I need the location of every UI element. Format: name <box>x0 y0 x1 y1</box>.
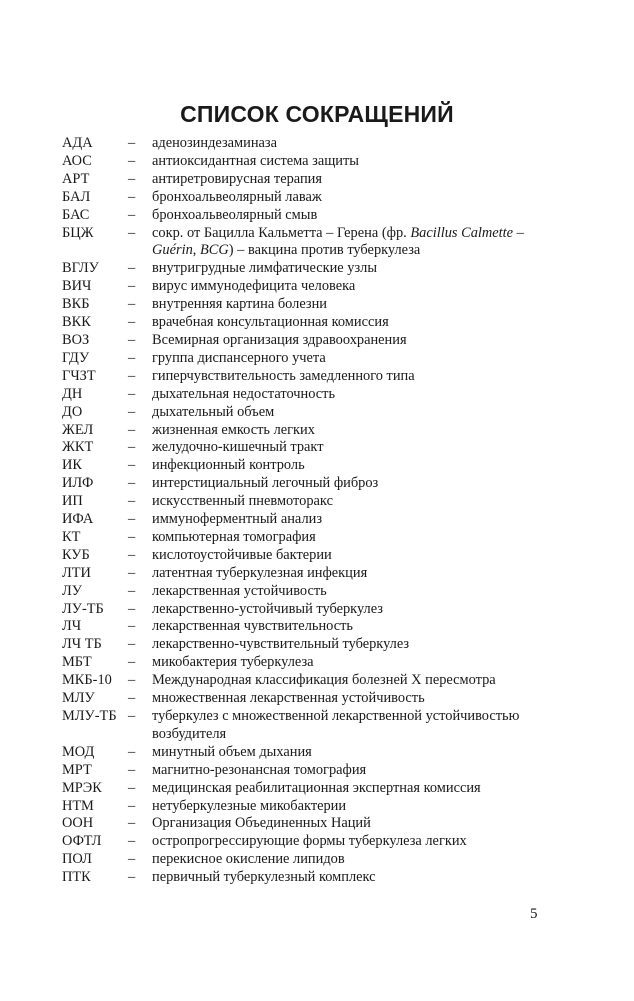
list-item <box>62 744 542 762</box>
dash-separator: – <box>128 600 136 617</box>
abbreviation-term: ЛЧ ТБ <box>62 636 102 653</box>
abbreviation-definition: лекарственная устойчивость <box>152 582 327 599</box>
abbreviation-definition: антиоксидантная система защиты <box>152 152 359 169</box>
list-item <box>62 207 542 225</box>
abbreviation-term: ВГЛУ <box>62 260 99 277</box>
abbreviation-term: НТМ <box>62 797 94 814</box>
abbreviation-term: МРЭК <box>62 779 102 796</box>
list-item <box>62 798 542 816</box>
list-item <box>62 529 542 547</box>
abbreviation-definition: перекисное окисление липидов <box>152 851 345 868</box>
dash-separator: – <box>128 349 136 366</box>
abbreviation-term: ДН <box>62 385 83 402</box>
abbreviation-term: ВКК <box>62 314 91 331</box>
abbreviation-term: АРТ <box>62 170 90 187</box>
abbreviation-term: МКБ-10 <box>62 672 112 689</box>
abbreviation-definition: иммуноферментный анализ <box>152 511 323 528</box>
abbreviation-definition: внутригрудные лимфатические узлы <box>152 260 378 277</box>
list-item <box>62 225 542 261</box>
abbreviation-definition: латентная туберкулезная инфекция <box>152 564 368 581</box>
list-item <box>62 314 542 332</box>
dash-separator: – <box>128 636 136 653</box>
definition-fragment: BCG <box>199 242 229 259</box>
list-item <box>62 368 542 386</box>
abbreviation-list <box>62 135 542 887</box>
abbreviation-term: ГДУ <box>62 349 90 366</box>
list-item <box>62 493 542 511</box>
abbreviation-definition: кислотоустойчивые бактерии <box>152 546 332 563</box>
abbreviation-term: ЛУ <box>62 582 82 599</box>
dash-separator: – <box>128 188 136 205</box>
abbreviation-definition: Международная классификация болезней X пересмотра <box>152 672 496 689</box>
dash-separator: – <box>128 564 136 581</box>
dash-separator: – <box>128 815 136 832</box>
dash-separator: – <box>128 761 136 778</box>
list-item <box>62 672 542 690</box>
list-item <box>62 135 542 153</box>
abbreviation-term: ВИЧ <box>62 278 92 295</box>
abbreviation-term: ПТК <box>62 869 91 886</box>
abbreviation-definition: антиретровирусная терапия <box>152 170 322 187</box>
abbreviation-term: КТ <box>62 528 81 545</box>
list-item <box>62 260 542 278</box>
abbreviation-definition: медицинская реабилитационная экспертная комиссия <box>152 779 481 796</box>
dash-separator: – <box>128 296 136 313</box>
list-item <box>62 636 542 654</box>
abbreviation-definition: минутный объем дыхания <box>152 743 312 760</box>
list-item <box>62 189 542 207</box>
abbreviation-definition: врачебная консультационная комиссия <box>152 314 389 331</box>
abbreviation-definition: компьютерная томография <box>152 528 316 545</box>
abbreviation-term: МРТ <box>62 761 92 778</box>
abbreviation-term: ЛЧ <box>62 618 82 635</box>
list-item <box>62 815 542 833</box>
abbreviation-definition: дыхательный объем <box>152 403 275 420</box>
dash-separator: – <box>128 475 136 492</box>
abbreviation-definition: магнитно-резонансная томография <box>152 761 367 778</box>
dash-separator: – <box>128 367 136 384</box>
dash-separator: – <box>128 851 136 868</box>
list-item <box>62 690 542 708</box>
dash-separator: – <box>128 654 136 671</box>
abbreviation-term: ЖКТ <box>62 439 94 456</box>
list-item <box>62 278 542 296</box>
list-item <box>62 762 542 780</box>
dash-separator: – <box>128 224 136 241</box>
abbreviation-definition: Организация Объединенных Наций <box>152 815 371 832</box>
dash-separator: – <box>128 206 136 223</box>
abbreviation-definition: микобактерия туберкулеза <box>152 654 314 671</box>
abbreviation-term: БЦЖ <box>62 224 94 241</box>
list-item <box>62 833 542 851</box>
dash-separator: – <box>128 314 136 331</box>
abbreviation-term: ПОЛ <box>62 851 92 868</box>
page-title: СПИСОК СОКРАЩЕНИЙ <box>180 101 454 128</box>
dash-separator: – <box>128 457 136 474</box>
definition-fragment: Bacillus Calmette – Guérin <box>152 224 524 259</box>
dash-separator: – <box>128 260 136 277</box>
definition-fragment: сокр. от Бацилла Кальметта – Герена (фр. <box>152 224 411 241</box>
abbreviation-term: ООН <box>62 815 94 832</box>
dash-separator: – <box>128 869 136 886</box>
abbreviation-definition: остропрогрессирующие формы туберкулеза легких <box>152 833 467 850</box>
abbreviation-term: ГЧЗТ <box>62 367 96 384</box>
abbreviation-definition: дыхательная недостаточность <box>152 385 336 402</box>
list-item <box>62 475 542 493</box>
abbreviation-definition: лекарственно-устойчивый туберкулез <box>152 600 383 617</box>
abbreviation-term: ВКБ <box>62 296 90 313</box>
abbreviation-term: ЛТИ <box>62 564 91 581</box>
list-item <box>62 851 542 869</box>
abbreviation-term: ИК <box>62 457 82 474</box>
definition-fragment: , <box>192 242 200 259</box>
dash-separator: – <box>128 833 136 850</box>
definition-fragment: ) – вакцина против туберкулеза <box>228 242 421 259</box>
abbreviation-definition: интерстициальный легочный фиброз <box>152 475 379 492</box>
list-item <box>62 565 542 583</box>
dash-separator: – <box>128 546 136 563</box>
dash-separator: – <box>128 331 136 348</box>
dash-separator: – <box>128 582 136 599</box>
dash-separator: – <box>128 421 136 438</box>
abbreviation-term: БАС <box>62 206 90 223</box>
dash-separator: – <box>128 743 136 760</box>
list-item <box>62 511 542 529</box>
abbreviation-term: ИФА <box>62 511 94 528</box>
list-item <box>62 708 542 744</box>
abbreviation-definition: бронхоальвеолярный лаваж <box>152 188 322 205</box>
page-number: 5 <box>530 906 538 922</box>
list-item <box>62 654 542 672</box>
dash-separator: – <box>128 170 136 187</box>
abbreviation-definition: аденозиндезаминаза <box>152 135 278 151</box>
list-item <box>62 350 542 368</box>
list-item <box>62 404 542 422</box>
abbreviation-term: МОД <box>62 743 95 760</box>
list-item <box>62 386 542 404</box>
abbreviation-definition: первичный туберкулезный комплекс <box>152 869 376 886</box>
abbreviation-definition: группа диспансерного учета <box>152 349 326 366</box>
dash-separator: – <box>128 672 136 689</box>
list-item <box>62 296 542 314</box>
abbreviation-definition: гиперчувствительность замедленного типа <box>152 367 415 384</box>
abbreviation-term: БАЛ <box>62 188 91 205</box>
abbreviation-definition: внутренняя картина болезни <box>152 296 327 313</box>
dash-separator: – <box>128 439 136 456</box>
list-item <box>62 439 542 457</box>
abbreviation-term: ИП <box>62 493 83 510</box>
abbreviation-definition: множественная лекарственная устойчивость <box>152 690 425 707</box>
abbreviation-definition: лекарственная чувствительность <box>152 618 353 635</box>
dash-separator: – <box>128 152 136 169</box>
abbreviation-definition: Всемирная организация здравоохранения <box>152 331 407 348</box>
abbreviation-term: ЛУ-ТБ <box>62 600 104 617</box>
dash-separator: – <box>128 278 136 295</box>
list-item <box>62 547 542 565</box>
dash-separator: – <box>128 690 136 707</box>
abbreviation-term: ЖЕЛ <box>62 421 94 438</box>
abbreviation-definition: инфекционный контроль <box>152 457 305 474</box>
abbreviation-term: ВОЗ <box>62 331 90 348</box>
dash-separator: – <box>128 135 136 151</box>
list-item <box>62 153 542 171</box>
abbreviation-term: МЛУ <box>62 690 95 707</box>
dash-separator: – <box>128 493 136 510</box>
abbreviation-definition: искусственный пневмоторакс <box>152 493 333 510</box>
abbreviation-term: МБТ <box>62 654 92 671</box>
dash-separator: – <box>128 779 136 796</box>
abbreviation-term: АДА <box>62 135 93 151</box>
dash-separator: – <box>128 385 136 402</box>
abbreviation-definition: желудочно-кишечный тракт <box>152 439 324 456</box>
list-item <box>62 583 542 601</box>
list-item <box>62 422 542 440</box>
abbreviation-definition: нетуберкулезные микобактерии <box>152 797 347 814</box>
abbreviation-definition: бронхоальвеолярный смыв <box>152 206 318 223</box>
abbreviation-term: КУБ <box>62 546 90 563</box>
dash-separator: – <box>128 403 136 420</box>
abbreviation-definition: туберкулез с множественной лекарственной устойчивостью возбудителя <box>152 708 520 742</box>
list-item <box>62 457 542 475</box>
abbreviation-definition: вирус иммунодефицита человека <box>152 278 356 295</box>
abbreviation-definition: лекарственно-чувствительный туберкулез <box>152 636 410 653</box>
dash-separator: – <box>128 708 136 724</box>
abbreviation-term: ИЛФ <box>62 475 94 492</box>
abbreviation-term: ДО <box>62 403 83 420</box>
list-item <box>62 171 542 189</box>
abbreviation-definition: жизненная емкость легких <box>152 421 315 438</box>
abbreviation-definition <box>152 225 542 261</box>
dash-separator: – <box>128 528 136 545</box>
abbreviation-term: МЛУ-ТБ <box>62 708 117 724</box>
list-item <box>62 332 542 350</box>
list-item <box>62 780 542 798</box>
list-item <box>62 618 542 636</box>
dash-separator: – <box>128 618 136 635</box>
dash-separator: – <box>128 511 136 528</box>
list-item <box>62 869 542 887</box>
list-item <box>62 601 542 619</box>
abbreviation-term: ОФТЛ <box>62 833 102 850</box>
dash-separator: – <box>128 797 136 814</box>
abbreviation-term: АОС <box>62 152 92 169</box>
